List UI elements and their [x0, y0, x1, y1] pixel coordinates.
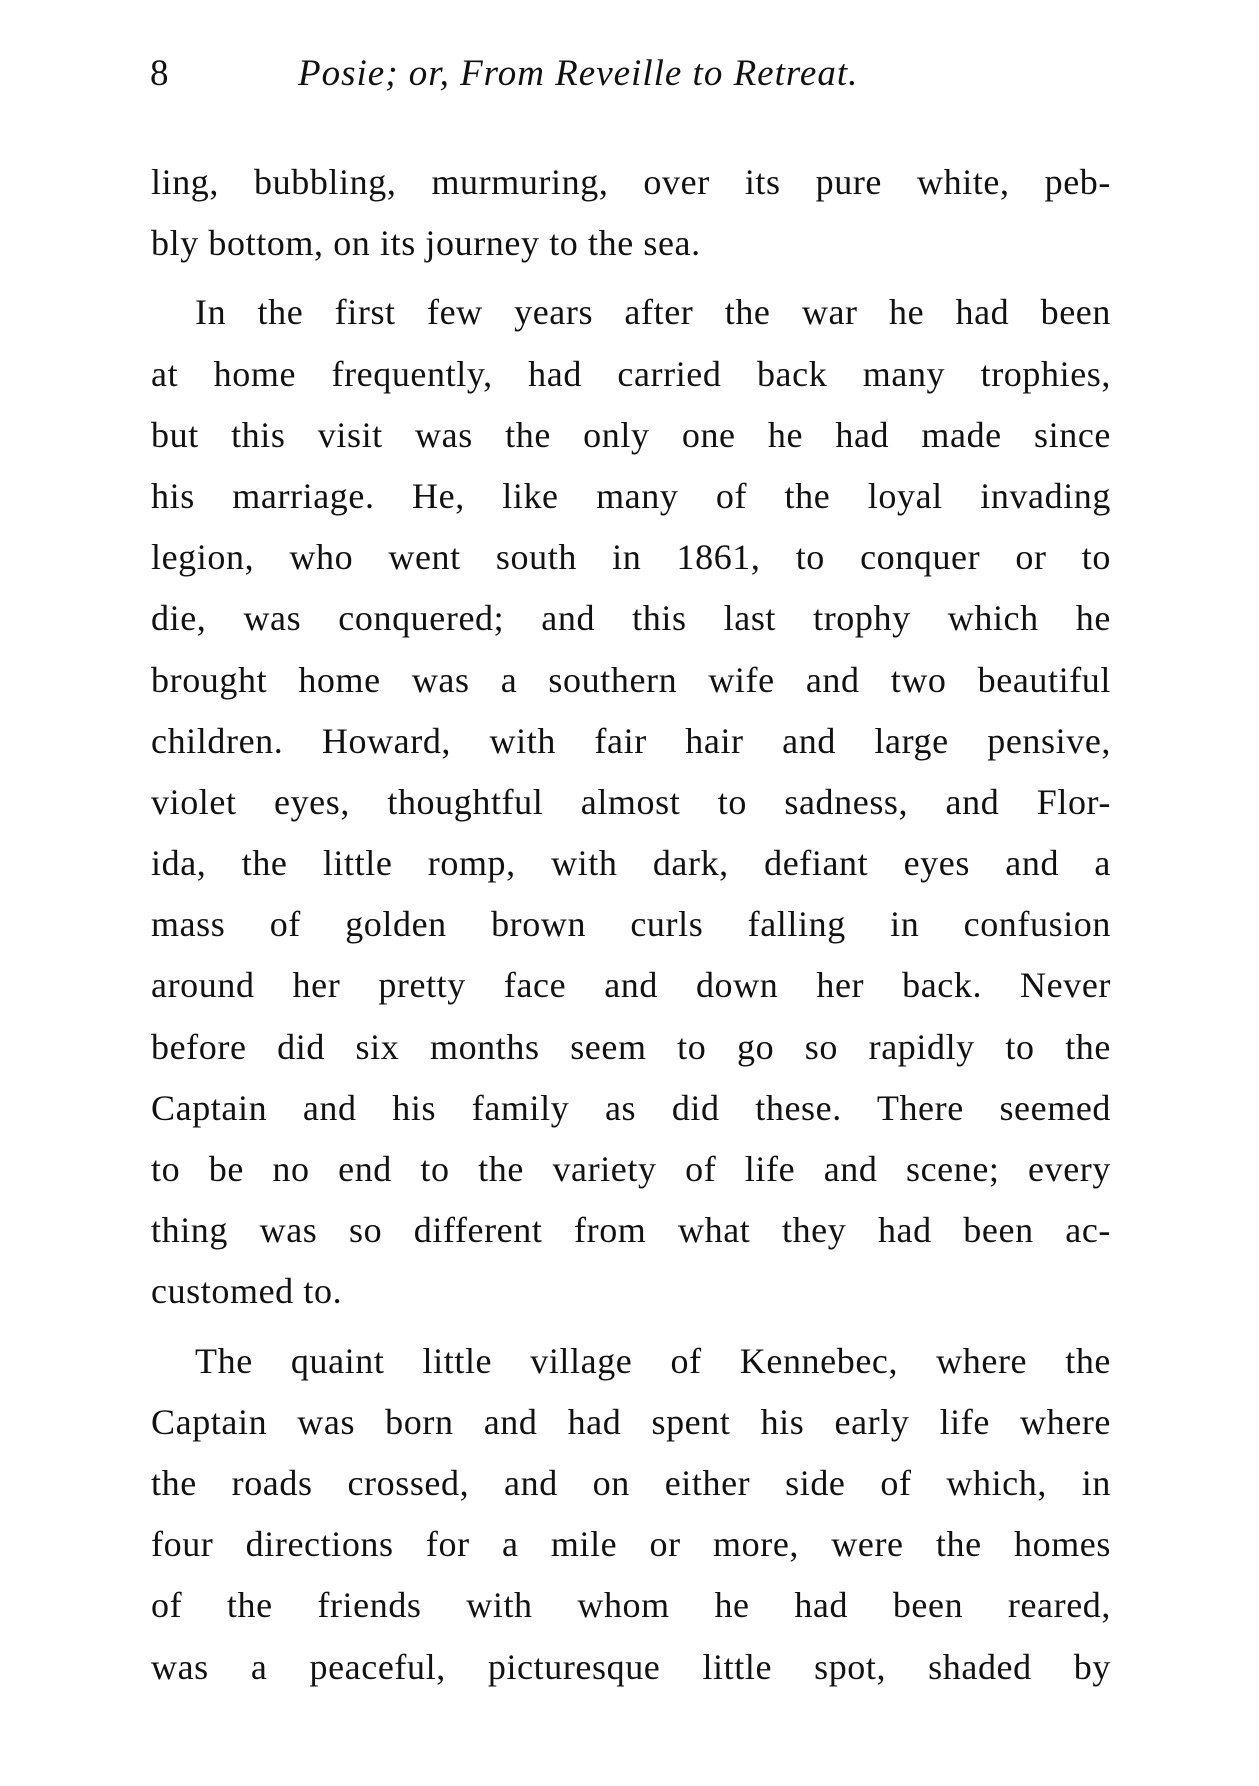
text-line: violet eyes, thoughtful almost to sadness, and Flor-: [151, 781, 1111, 822]
text-line: In the first few years after the war he had been: [195, 292, 1111, 333]
running-head: [150, 52, 960, 112]
text-line: his marriage. He, like many of the loyal invading: [151, 475, 1111, 516]
text-line: customed to.: [151, 1271, 343, 1312]
text-line: legion, who went south in 1861, to conquer or to: [151, 537, 1111, 578]
body-text: [151, 152, 1111, 1698]
text-line: before did six months seem to go so rapidly to the: [151, 1026, 1111, 1067]
text-line: die, was conquered; and this last trophy which he: [151, 598, 1111, 639]
text-line: the roads crossed, and on either side of which, in: [151, 1462, 1111, 1503]
text-line: children. Howard, with fair hair and large pensive,: [151, 720, 1111, 761]
text-line: brought home was a southern wife and two beautiful: [151, 659, 1111, 700]
text-line: four directions for a mile or more, were the homes: [151, 1524, 1111, 1565]
text-line: ling, bubbling, murmuring, over its pure white, peb-: [151, 162, 1111, 202]
text-line: of the friends with whom he had been reared,: [151, 1585, 1111, 1626]
text-line: was a peaceful, picturesque little spot, shaded by: [151, 1646, 1111, 1687]
text-line: mass of golden brown curls falling in confusion: [151, 904, 1111, 945]
text-line: Captain and his family as did these. There seemed: [151, 1087, 1111, 1128]
text-line: around her pretty face and down her back. Never: [151, 965, 1111, 1006]
text-line: bly bottom, on its journey to the sea.: [151, 223, 701, 264]
text-line: but this visit was the only one he had made since: [151, 414, 1111, 455]
text-line: thing was so different from what they had been ac-: [151, 1210, 1111, 1251]
text-line: The quaint little village of Kennebec, where the: [195, 1340, 1111, 1381]
page-number: 8: [150, 53, 169, 94]
text-line: at home frequently, had carried back many trophies,: [151, 353, 1111, 394]
running-title: Posie; or, From Reveille to Retreat.: [298, 53, 859, 94]
text-line: to be no end to the variety of life and scene; every: [151, 1149, 1111, 1189]
text-line: ida, the little romp, with dark, defiant eyes and a: [151, 843, 1111, 884]
text-line: Captain was born and had spent his early life where: [151, 1401, 1111, 1442]
